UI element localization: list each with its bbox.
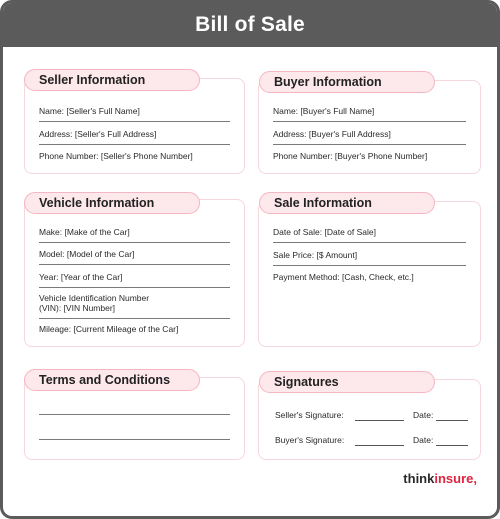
- vehicle-model: Model: [Model of the Car]: [39, 249, 135, 259]
- thinkinsure-logo: [403, 471, 477, 486]
- seller-address: Address: [Seller's Full Address]: [39, 129, 157, 139]
- divider: [39, 242, 230, 243]
- divider: [39, 287, 230, 288]
- vehicle-card: [24, 199, 245, 347]
- divider: [39, 264, 230, 265]
- signatures-heading: Signatures: [259, 371, 435, 393]
- divider: [39, 144, 230, 145]
- brand-insure: insure: [434, 471, 474, 486]
- vehicle-mileage: Mileage: [Current Mileage of the Car]: [39, 324, 179, 334]
- sale-card: [258, 201, 481, 347]
- terms-blank-line: [39, 414, 230, 415]
- buyer-name: Name: [Buyer's Full Name]: [273, 106, 375, 116]
- sale-price: Sale Price: [$ Amount]: [273, 250, 358, 260]
- divider: [273, 144, 466, 145]
- buyer-phone: Phone Number: [Buyer's Phone Number]: [273, 151, 428, 161]
- seller-card: [24, 78, 245, 174]
- seller-signature-line[interactable]: [355, 420, 404, 421]
- seller-heading: Seller Information: [24, 69, 200, 91]
- buyer-date-line[interactable]: [436, 445, 468, 446]
- buyer-signature-line[interactable]: [355, 445, 404, 446]
- terms-heading: Terms and Conditions: [24, 369, 200, 391]
- document-title: Bill of Sale: [3, 3, 497, 47]
- seller-date-line[interactable]: [436, 420, 468, 421]
- seller-name: Name: [Seller's Full Name]: [39, 106, 140, 116]
- brand-think: think: [403, 471, 435, 486]
- buyer-signature-label: Buyer's Signature:: [275, 435, 345, 445]
- divider: [273, 265, 466, 266]
- seller-phone: Phone Number: [Seller's Phone Number]: [39, 151, 193, 161]
- buyer-date-label: Date:: [413, 435, 434, 445]
- sale-heading: Sale Information: [259, 192, 435, 214]
- divider: [273, 121, 466, 122]
- divider: [39, 318, 230, 319]
- buyer-card: [258, 80, 481, 174]
- vehicle-heading: Vehicle Information: [24, 192, 200, 214]
- seller-date-label: Date:: [413, 410, 434, 420]
- vehicle-vin-label: Vehicle Identification Number: [39, 293, 150, 303]
- sale-payment-method: Payment Method: [Cash, Check, etc.]: [273, 272, 414, 282]
- terms-blank-line: [39, 439, 230, 440]
- vehicle-year: Year: [Year of the Car]: [39, 272, 123, 282]
- sale-date: Date of Sale: [Date of Sale]: [273, 227, 377, 237]
- seller-signature-label: Seller's Signature:: [275, 410, 344, 420]
- buyer-address: Address: [Buyer's Full Address]: [273, 129, 391, 139]
- buyer-heading: Buyer Information: [259, 71, 435, 93]
- brand-dot-icon: ,: [473, 471, 477, 486]
- vehicle-vin-value: (VIN): [VIN Number]: [39, 303, 116, 313]
- divider: [39, 121, 230, 122]
- vehicle-make: Make: [Make of the Car]: [39, 227, 130, 237]
- divider: [273, 242, 466, 243]
